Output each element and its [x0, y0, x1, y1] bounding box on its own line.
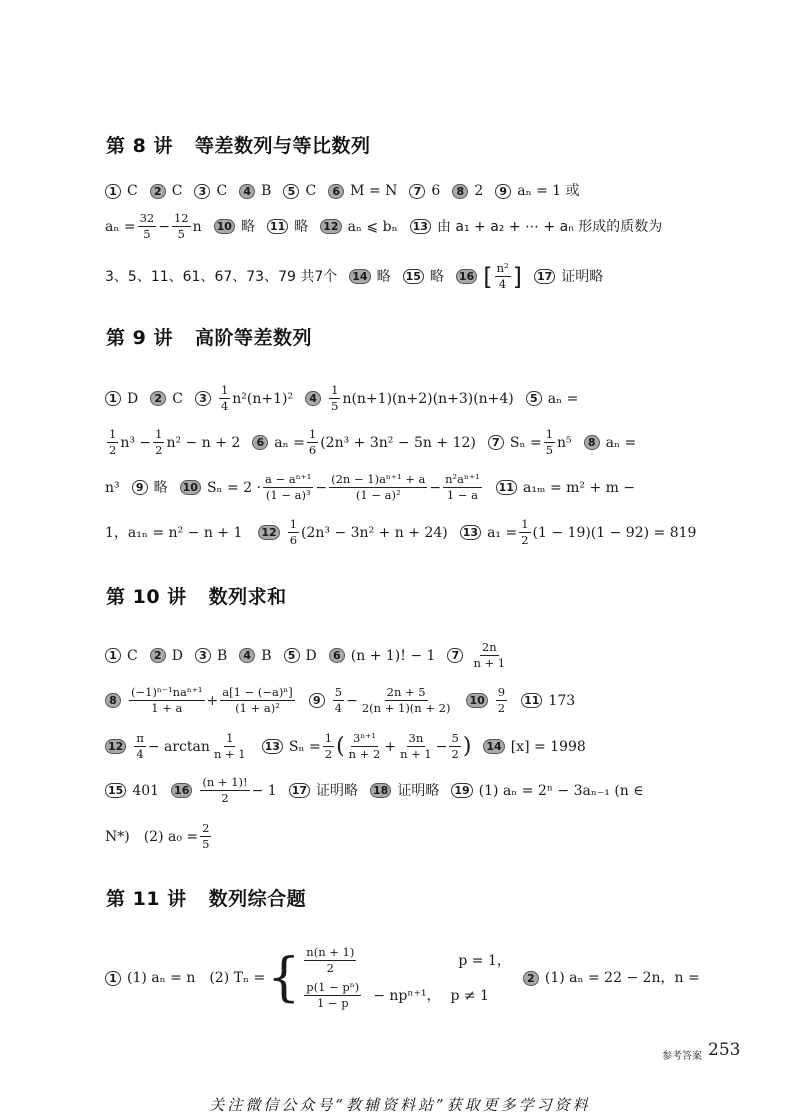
- operator: +: [384, 738, 397, 755]
- answer-item: 5 aₙ =: [526, 389, 579, 409]
- answer-text: − 1: [251, 782, 277, 799]
- answer-line: [105, 262, 701, 291]
- answer-text: 1，a₁ₙ = n² − n + 1: [105, 524, 243, 541]
- answer-item: 6 aₙ = $\frac{1}{6}$ (2n³ + 3n² − 5n + 12): [252, 428, 476, 457]
- answer-item: 7 Sₙ = $\frac{1}{5}$ n⁵: [488, 428, 572, 457]
- question-number-badge: 13: [410, 219, 431, 234]
- fraction: $\frac{1}{5}$: [545, 427, 554, 457]
- fraction: $\frac{\text{a[1 − (−a)ⁿ]}}{\text{(1 + a)²}}$: [222, 685, 293, 715]
- answer-item: 10 $\frac{9}{2}$: [466, 686, 509, 715]
- fraction: $\frac{\text{(−1)ⁿ⁻¹naⁿ⁺¹}}{1 + a}$: [131, 685, 203, 715]
- fraction: $\frac{\text{n²}}{4}$: [496, 261, 509, 291]
- fraction: $\frac{n(n + 1)}{2}$: [306, 945, 355, 975]
- lecture-number: 第 10 讲: [106, 586, 187, 608]
- fraction: $\frac{1}{n + 1}$: [213, 731, 246, 761]
- answer-item: [194, 181, 227, 201]
- floor-bracket-right: ]: [512, 262, 522, 291]
- answer-text: a₁ₘ = m² + m −: [522, 479, 636, 496]
- answer-item: [328, 181, 397, 201]
- answer-line: [105, 686, 701, 715]
- answer-text: − npⁿ⁺¹，: [373, 987, 441, 1004]
- answer-item: [320, 217, 397, 237]
- fraction: $\frac{\text{a − aⁿ⁺¹}}{\text{(1 − a)³}}$: [265, 472, 312, 502]
- answer-text: (2n³ − 3n² + n + 24): [301, 524, 448, 541]
- fraction: $\frac{\text{n²aⁿ⁺¹}}{1 - a}$: [445, 472, 480, 502]
- answer-line: [105, 518, 701, 547]
- question-number-badge: 5: [283, 184, 299, 199]
- answer-item: [150, 181, 183, 201]
- answer-item: 12 $\frac{1}{6}$ (2n³ − 3n² + n + 24): [258, 518, 447, 547]
- answer-text: M = N: [350, 183, 398, 199]
- answer-text: 略: [376, 268, 391, 285]
- answer-item: 16 $\frac{(n + 1)!}{2}$ − 1: [171, 776, 277, 805]
- answer-text: C: [216, 183, 228, 199]
- answer-item: 2 (1) aₙ = 22 − 2n，n =: [523, 968, 700, 988]
- answer-text: C: [127, 183, 138, 199]
- answer-line: [105, 776, 701, 805]
- question-number-badge: 14: [349, 269, 370, 284]
- operator: −: [315, 479, 328, 496]
- answer-text: 由 a₁ + a₂ + ⋯ + aₙ 形成的质数为: [436, 218, 663, 235]
- fraction: $\frac{1}{2}$: [324, 731, 333, 761]
- fraction: $\frac{2n}{n + 1}$: [473, 640, 506, 670]
- floor-bracket-left: [: [483, 262, 493, 291]
- answer-line: [105, 181, 701, 201]
- answer-item: 1 (1) aₙ = n (2) Tₙ = { $\frac{n(n + 1)}{2}$ p = 1， $\frac{\text{p(1 − pⁿ)}}{1 - p}$ − npⁿ⁺¹， p ≠ 1: [105, 946, 511, 1010]
- answer-text: 略: [294, 218, 309, 235]
- answer-item: 18 证明略: [370, 781, 439, 801]
- answer-item: [452, 181, 483, 201]
- answer-text: B: [261, 183, 272, 199]
- answer-item: [214, 217, 255, 237]
- fraction: $\frac{12}{5}$: [173, 211, 189, 241]
- answer-text: 略: [429, 268, 444, 285]
- answer-item: [105, 181, 138, 201]
- answer-item: [239, 181, 271, 201]
- condition-text: p ≠ 1: [450, 987, 489, 1004]
- question-number-badge: 11: [267, 219, 288, 234]
- answer-text: 证明略: [561, 268, 604, 285]
- paren: ): [462, 733, 472, 759]
- answer-item: [495, 181, 579, 201]
- answer-text: 证明略: [397, 782, 440, 799]
- operator: −: [429, 479, 442, 496]
- fraction: $\frac{\text{p(1 − pⁿ)}}{1 - p}$: [306, 980, 360, 1010]
- answer-text: B: [216, 647, 228, 664]
- operator: +: [206, 692, 219, 709]
- section-heading-11: [106, 884, 306, 911]
- question-number-badge: 8: [452, 184, 468, 199]
- answer-item: 19 (1) aₙ = 2ⁿ − 3aₙ₋₁ (n ∈: [451, 781, 643, 801]
- answer-line: [105, 822, 701, 851]
- lecture-title: 高阶等差数列: [194, 327, 312, 349]
- section-heading-9: [106, 323, 312, 350]
- question-number-badge: 2: [150, 184, 166, 199]
- answer-text: (1) aₙ = 22 − 2n，n =: [544, 970, 700, 986]
- left-brace: {: [267, 948, 301, 1008]
- answer-text: D: [171, 647, 183, 664]
- answer-text: aₙ =: [274, 434, 305, 451]
- watermark-text: 关注微信公众号“教辅资料站”获取更多学习资料: [209, 1096, 591, 1114]
- answer-text: (1) aₙ = n (2) Tₙ =: [127, 970, 266, 986]
- answer-item: 13 a₁ = $\frac{1}{2}$ (1 − 19)(1 − 92) = 819: [460, 518, 697, 547]
- answer-item: 10 Sₙ = 2 · $\frac{\text{a − aⁿ⁺¹}}{\text{(1 − a)³}}$ − $\frac{\text{(2n − 1)aⁿ⁺¹ + a}}{\text{(1 − a)²}}$ − $\frac{\text{n²aⁿ⁺¹}}{1 - a}$: [180, 473, 484, 502]
- fraction: $\frac{1}{2}$: [155, 427, 163, 457]
- answer-text: (2n³ + 3n² − 5n + 12): [320, 434, 476, 451]
- answer-text: n⁵: [557, 434, 572, 451]
- answer-line: [105, 641, 701, 670]
- answer-text: n: [192, 218, 202, 235]
- answer-text: a₁ =: [487, 524, 518, 541]
- fraction: $\frac{1}{4}$: [220, 383, 229, 413]
- answer-text: (1 − 19)(1 − 92) = 819: [532, 524, 697, 541]
- question-number-badge: 15: [403, 269, 424, 284]
- answer-item: 11 a₁ₘ = m² + m −: [496, 478, 635, 498]
- condition-text: p = 1，: [458, 952, 511, 969]
- question-number-badge: 3: [194, 184, 210, 199]
- answer-text: D: [305, 647, 317, 664]
- question-number-badge: 7: [409, 184, 425, 199]
- answer-text: (1) aₙ = 2ⁿ − 3aₙ₋₁ (n ∈: [478, 782, 644, 799]
- answer-text: Sₙ = 2 ·: [206, 479, 262, 496]
- fraction: $\frac{1}{6}$: [308, 427, 317, 457]
- answer-item: 15 401: [105, 781, 159, 801]
- answer-item: [283, 181, 316, 201]
- answer-line: [105, 946, 701, 1010]
- answer-text: C: [172, 390, 183, 407]
- fraction: $\frac{\text{3ⁿ⁺¹}}{n + 2}$: [348, 731, 381, 761]
- answer-text: Sₙ =: [288, 738, 321, 755]
- answer-item: 2 D: [150, 646, 183, 666]
- fraction: $\frac{3n}{n + 1}$: [400, 731, 432, 761]
- answer-text: n(n+1)(n+2)(n+3)(n+4): [342, 390, 514, 407]
- answer-line: [105, 212, 701, 241]
- page-number: 253: [708, 1040, 741, 1060]
- answer-item: [410, 217, 663, 237]
- answer-item: 9 略: [132, 478, 168, 498]
- paren: (: [336, 733, 345, 759]
- answer-item: 12 $\frac{\pi}{4}$ − arctan $\frac{1}{n + 1}$: [105, 732, 250, 761]
- footer-label: 参考答案: [662, 1051, 702, 1062]
- section-heading-10: [106, 582, 287, 609]
- answer-line: [105, 384, 701, 413]
- section-heading-8: [106, 131, 370, 158]
- fraction: $\frac{2n + 5}{2(n + 1)(n + 2)}$: [361, 685, 451, 715]
- answer-text: − arctan: [147, 738, 210, 755]
- answer-item: 9 $\frac{5}{4}$ − $\frac{2n + 5}{2(n + 1)(n + 2)}$: [309, 686, 455, 715]
- question-number-badge: 16: [456, 269, 477, 284]
- answer-text: B: [261, 647, 272, 664]
- answer-text: n²(n+1)²: [232, 390, 294, 407]
- answer-item: [349, 267, 390, 287]
- question-number-badge: 9: [495, 184, 511, 199]
- lecture-number: 第 9 讲: [106, 327, 173, 349]
- fraction: $\frac{5}{4}$: [334, 685, 343, 715]
- answer-text: aₙ = 1 或: [517, 183, 580, 199]
- answer-item: [267, 217, 308, 237]
- answer-item: 11 173: [521, 691, 575, 711]
- fraction: $\frac{1}{5}$: [331, 383, 339, 413]
- operator: −: [435, 738, 448, 755]
- answer-item: 8 aₙ =: [584, 433, 637, 453]
- answer-item: [403, 267, 444, 287]
- answer-item: 1 D: [105, 389, 138, 409]
- answer-text: C: [171, 183, 183, 199]
- answer-item: 3 B: [195, 646, 227, 666]
- answer-line: [105, 473, 701, 502]
- answer-item: 17 证明略: [289, 781, 358, 801]
- answer-item: 2 C: [150, 389, 183, 409]
- question-number-badge: 12: [320, 219, 341, 234]
- question-number-badge: 4: [239, 184, 255, 199]
- answer-line: [105, 428, 701, 457]
- answer-item: [409, 181, 440, 201]
- answer-text: C: [127, 647, 138, 664]
- answer-text: n³ −: [120, 434, 152, 451]
- answer-item: 5 D: [284, 646, 317, 666]
- lecture-title: 数列求和: [208, 586, 287, 608]
- answer-text: 6: [431, 183, 441, 199]
- answer-text: N*) (2) a₀ =: [105, 828, 199, 845]
- answer-text: C: [305, 183, 317, 199]
- fraction: $\frac{\pi}{4}$: [136, 731, 144, 761]
- answer-text: 401: [132, 782, 160, 799]
- answer-text: n² − n + 2: [166, 434, 241, 451]
- answer-item: 8 $\frac{\text{(−1)ⁿ⁻¹naⁿ⁺¹}}{1 + a}$ + $\frac{\text{a[1 − (−a)ⁿ]}}{\text{(1 + a)²}}$: [105, 686, 297, 715]
- answer-line: [105, 732, 701, 761]
- operator: −: [158, 218, 170, 235]
- answer-item: 14 [x] = 1998: [483, 737, 585, 757]
- fraction: $\frac{(n + 1)!}{2}$: [202, 775, 248, 805]
- question-number-badge: 6: [328, 184, 344, 199]
- lecture-title: 等差数列与等比数列: [194, 135, 371, 157]
- answer-item: 1 C: [105, 646, 138, 666]
- answer-text: Sₙ =: [509, 434, 542, 451]
- fraction: $\frac{32}{5}$: [139, 211, 155, 241]
- answer-item: 4 B: [239, 646, 271, 666]
- lecture-number: 第 8 讲: [106, 135, 173, 157]
- question-number-badge: 10: [214, 219, 235, 234]
- operator: −: [346, 692, 358, 709]
- answer-item: 6 (n + 1)! − 1: [329, 646, 436, 666]
- answer-item: 13 Sₙ = $\frac{1}{2}$ ( $\frac{\text{3ⁿ⁺¹}}{n + 2}$ + $\frac{3n}{n + 1}$ − $\frac{5}{2}$ ): [262, 732, 472, 761]
- answer-text: aₙ =: [105, 218, 136, 235]
- answer-text: (n + 1)! − 1: [350, 647, 436, 664]
- answer-text: 3、5、11、61、67、73、79 共7个: [105, 268, 338, 285]
- fraction: $\frac{2}{5}$: [202, 821, 210, 851]
- answer-text: 证明略: [316, 782, 359, 799]
- fraction: $\frac{5}{2}$: [451, 731, 459, 761]
- piecewise-function: [265, 946, 511, 1010]
- answer-text: aₙ =: [547, 390, 579, 407]
- answer-text: n³: [105, 479, 120, 496]
- answer-text: 略: [240, 218, 255, 235]
- answer-item: 4 $\frac{1}{5}$ n(n+1)(n+2)(n+3)(n+4): [305, 384, 514, 413]
- answer-text: aₙ ⩽ bₙ: [347, 218, 398, 235]
- answer-item: [456, 262, 522, 291]
- answer-text: 173: [548, 692, 576, 709]
- fraction: $\frac{\text{(2n − 1)aⁿ⁺¹ + a}}{\text{(1 − a)²}}$: [331, 472, 426, 502]
- answer-item: [534, 267, 603, 287]
- answer-item: 7 $\frac{2n}{n + 1}$: [447, 641, 509, 670]
- question-number-badge: 17: [534, 269, 555, 284]
- fraction: $\frac{1}{6}$: [289, 517, 298, 547]
- fraction: $\frac{9}{2}$: [497, 685, 506, 715]
- fraction: $\frac{1}{2}$: [109, 427, 117, 457]
- question-number-badge: 1: [105, 184, 121, 199]
- answer-text: [x] = 1998: [510, 738, 586, 755]
- fraction: $\frac{1}{2}$: [521, 517, 529, 547]
- answer-text: aₙ =: [605, 434, 637, 451]
- answer-text: D: [127, 390, 139, 407]
- lecture-title: 数列综合题: [208, 888, 307, 910]
- answer-text: 2: [474, 183, 484, 199]
- answer-text: 略: [153, 479, 168, 496]
- lecture-number: 第 11 讲: [106, 888, 187, 910]
- answer-item: 3 $\frac{1}{4}$ n²(n+1)²: [195, 384, 293, 413]
